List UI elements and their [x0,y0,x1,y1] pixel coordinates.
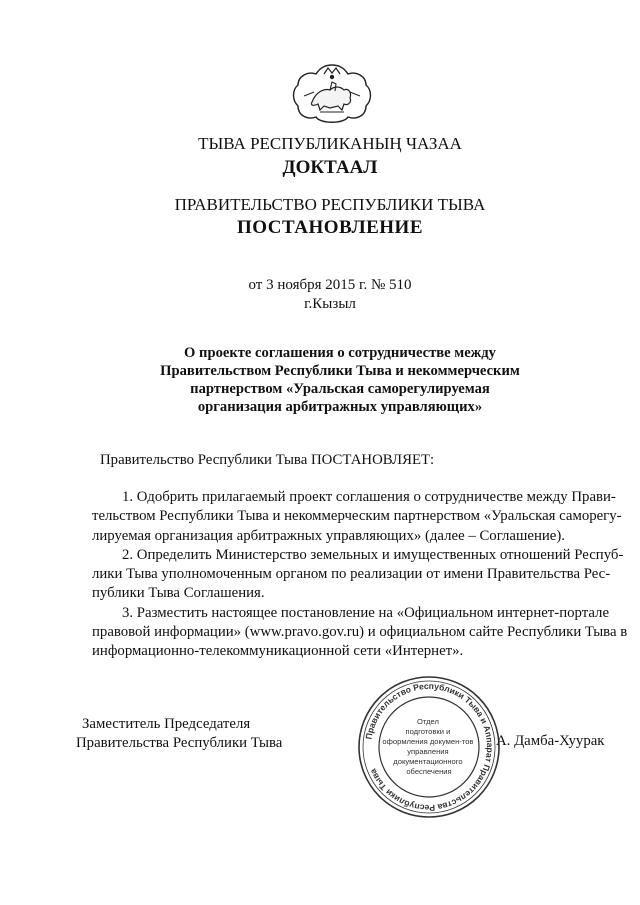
title-line: Правительством Республики Тыва и некоммерческим [160,363,520,379]
title-line: О проекте соглашения о сотрудничестве между [184,345,496,361]
tuvan-doc-type-heading: ДОКТААЛ [282,157,378,178]
city: г.Кызыл [304,296,356,312]
position-line: Заместитель Председателя [82,716,251,732]
stamp-line: Отдел [416,717,439,726]
body-line: 1. Одобрить прилагаемый проект соглашения о сотрудничестве между Прави- [122,489,616,505]
svg-text:Отдел подготовки и офо [382,717,475,776]
body-line: 3. Разместить настоящее постановление на «Официальном интернет-портале [122,604,610,621]
date-number: от 3 ноября 2015 г. № 510 [248,277,412,293]
body-line: информационно-телекоммуникационной сети «Интернет». [92,643,464,660]
stamp-line: подготовки и [405,727,451,736]
body-line: тельством Республики Тыва и некоммерческим партнерством «Уральская саморегу- [92,508,622,525]
body-line: лики Тыва уполномоченным органом по реализации от имени Правительства Рес- [92,566,611,583]
tuvan-government-heading: ТЫВА РЕСПУБЛИКАНЫҢ ЧАЗАА [198,134,462,153]
document-title [150,344,530,416]
resolution-body [92,488,628,662]
title-line: партнерством «Уральская саморегулируемая [190,381,490,397]
signatory-name: А. Дамба-Хуурак [496,733,605,749]
government-heading: ПРАВИТЕЛЬСТВО РЕСПУБЛИКИ ТЫВА [174,195,486,214]
title-line: организация арбитражных управляющих» [197,399,483,415]
body-line: публики Тыва Соглашения. [92,585,265,602]
body-line: лируемая организация арбитражных управляющих» (далее – Соглашение). [92,527,565,544]
coat-of-arms-icon [290,62,374,126]
body-line: правовой информации» (www.pravo.gov.ru) и официальном сайте Республики Тыва в [92,624,628,641]
stamp-line: оформления докумен-тов [382,737,474,746]
doc-type-heading: ПОСТАНОВЛЕНИЕ [236,217,424,238]
body-line: 2. Определить Министерство земельных и имущественных отношений Респуб- [122,546,624,563]
stamp-line: документационного [393,757,463,766]
stamp-line: управления [407,747,449,756]
stamp-line: обеспечения [406,767,452,776]
stamp-ring-text: Правительство Республики Тыва и Аппарат Правительства Республики Тыва [363,680,496,814]
position-line: Правительства Республики Тыва [76,735,283,751]
official-stamp [354,672,504,822]
preamble: Правительство Республики Тыва ПОСТАНОВЛЯЕТ: [100,452,435,468]
signatory-position [76,715,282,753]
